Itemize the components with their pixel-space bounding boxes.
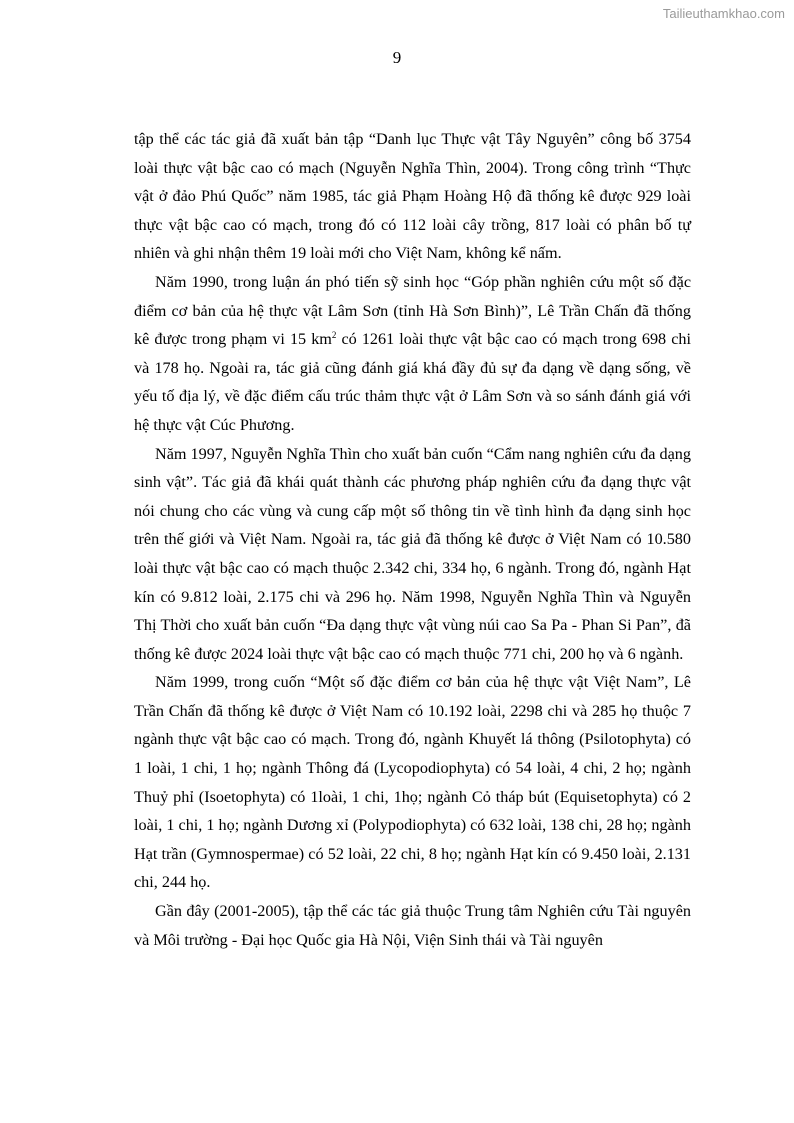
superscript: 2 bbox=[331, 330, 337, 341]
page-number: 9 bbox=[392, 48, 402, 67]
watermark: Tailieuthamkhao.com bbox=[662, 6, 785, 21]
paragraph-2-continuation: có 1261 loài thực vật bậc cao có mạch trong 698 chi và 178 họ. Ngoài ra, tác giả cũng đánh giá khá đầy đủ sự đa dạng về dạng sống, về yếu tố địa lý, về đặc điểm cấu trúc thảm thực vật ở Lâm Sơn và so sánh đánh giá với hệ thực vật Cúc Phương. bbox=[134, 330, 691, 434]
paragraph-5: Gần đây (2001-2005), tập thể các tác giả thuộc Trung tâm Nghiên cứu Tài nguyên và Môi trường - Đại học Quốc gia Hà Nội, Viện Sinh thái và Tài nguyên bbox=[134, 902, 691, 949]
document-body bbox=[134, 125, 691, 954]
paragraph-2-text: Năm 1990, trong luận án phó tiến sỹ sinh học “Góp phần nghiên cứu một số đặc điểm cơ bản của hệ thực vật Lâm Sơn (tỉnh Hà Sơn Bình)”, Lê Trần Chấn đã thống kê được trong phạm vi 15 km bbox=[134, 272, 691, 349]
paragraph-2 bbox=[134, 268, 691, 440]
paragraph-4: Năm 1999, trong cuốn “Một số đặc điểm cơ bản của hệ thực vật Việt Nam”, Lê Trần Chấn đã thống kê được ở Việt Nam có 10.192 loài, 2298 chi và 285 họ thuộc 7 ngành thực vật bậc cao có mạch. Trong đó, ngành Khuyết lá thông (Psilotophyta) có 1 loài, 1 chi, 1 họ; ngành Thông đá (Lycopodiophyta) có 54 loài, 4 chi, 2 họ; ngành Thuỷ phỉ (Isoetophyta) có 1loài, 1 chi, 1họ; ngành Cỏ tháp bút (Equisetophyta) có 2 loài, 1 chi, 1 họ; ngành Dương xỉ (Polypodiophyta) có 632 loài, 138 chi, 28 họ; ngành Hạt trần (Gymnospermae) có 52 loài, 22 chi, 8 họ; ngành Hạt kín có 9.450 loài, 2.131 chi, 244 họ. bbox=[134, 673, 691, 892]
paragraph-1: tập thể các tác giả đã xuất bản tập “Danh lục Thực vật Tây Nguyên” công bố 3754 loài thực vật bậc cao có mạch (Nguyễn Nghĩa Thìn, 2004). Trong công trình “Thực vật ở đảo Phú Quốc” năm 1985, tác giả Phạm Hoàng Hộ đã thống kê được 929 loài thực vật bậc cao có mạch, trong đó có 112 loài cây trồng, 817 loài có phân bố tự nhiên và ghi nhận thêm 19 loài mới cho Việt Nam, không kể nấm. bbox=[134, 130, 691, 263]
paragraph-3: Năm 1997, Nguyễn Nghĩa Thìn cho xuất bản cuốn “Cẩm nang nghiên cứu đa dạng sinh vật”. Tác giả đã khái quát thành các phương pháp nghiên cứu đa dạng thực vật nói chung cho các vùng và cung cấp một số thông tin về tình hình đa dạng sinh học trên thế giới và Việt Nam. Ngoài ra, tác giả đã thống kê được ở Việt Nam có 10.580 loài thực vật bậc cao có mạch thuộc 2.342 chi, 334 họ, 6 ngành. Trong đó, ngành Hạt kín có 9.812 loài, 2.175 chi và 296 họ. Năm 1998, Nguyễn Nghĩa Thìn và Nguyễn Thị Thời cho xuất bản cuốn “Đa dạng thực vật vùng núi cao Sa Pa - Phan Si Pan”, đã thống kê được 2024 loài thực vật bậc cao có mạch thuộc 771 chi, 200 họ và 6 ngành. bbox=[134, 444, 691, 663]
